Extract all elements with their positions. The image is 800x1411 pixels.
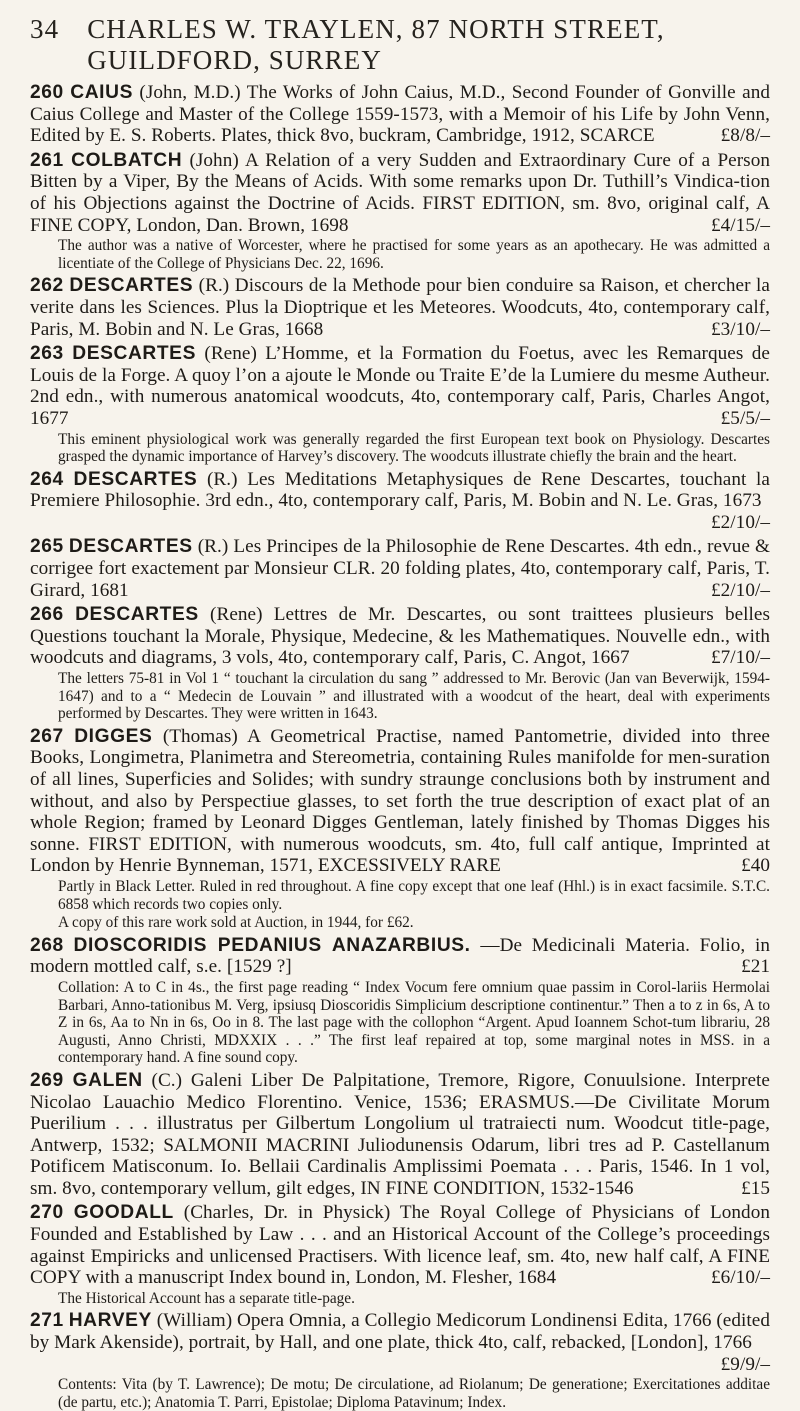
entry-author: DESCARTES bbox=[75, 604, 199, 626]
entry-description bbox=[30, 150, 770, 236]
entry-note: Partly in Black Letter. Ruled in red throughout. A fine copy except that one leaf (Hhl.) is in exact facsimile. S.T.C. 6858 which records two copies only. bbox=[58, 877, 770, 913]
lot-number: 264 bbox=[30, 468, 64, 490]
lot-number: 262 bbox=[30, 275, 64, 297]
entry-description bbox=[30, 275, 770, 340]
lot-number: 260 bbox=[30, 82, 64, 103]
entry-note: Contents: Vita (by T. Lawrence); De motu; De circulatione, ad Riolanum; De generatione; Exercitationes additae (de partu, etc.); Anatomia T. Parri, Epistolae; Diploma Patavinum; Index. bbox=[58, 1376, 770, 1411]
entry-description bbox=[30, 1070, 770, 1200]
catalogue-entry bbox=[30, 275, 770, 340]
entry-author: DESCARTES bbox=[69, 275, 194, 297]
entry-price: £21 bbox=[741, 956, 770, 978]
entry-price: £40 bbox=[741, 855, 770, 877]
entry-body: (Rene) L’Homme, et la Formation du Foetus, avec les Remarques de Louis de la Forge. A quoy l’on a ajoute le Monde ou Traite E’de la Lumiere du mesme Autheur. 2nd edn., with numerous anatomical woodcuts, 4to, contemporary calf, Paris, Charles Angot, 1677 bbox=[30, 343, 770, 429]
catalogue-entry bbox=[30, 150, 770, 273]
entry-description bbox=[30, 1202, 770, 1288]
catalogue-entry bbox=[30, 935, 770, 1067]
entry-author: COLBATCH bbox=[71, 149, 183, 171]
entry-body: (R.) Discours de la Methode pour bien conduire sa Raison, et chercher la verite dans les Sciences. Plus la Dioptrique et les Meteores. Woodcuts, 4to, contemporary calf, Paris, M. Bobin and N. Le Gras, 1668 bbox=[30, 275, 770, 340]
catalogue-entry bbox=[30, 82, 770, 147]
entry-note: Collation: A to C in 4s., the first page reading “ Index Vocum fere omnium quae passim in Corol-lariis Hermolai Barbari, Anno-tationibus M. Verg, ipsiusq Dioscoridis Simplicium descriptione continentur.” Then a to z in 6s, A to Z in 6s, Aa to Nn in 6s, Oo in 8. The last page with the collophon “Argent. Apud Ioannem Schot-tum librariu, 28 Augusti, Anno Christi, MDXXIX . . .” The first leaf repaired at top, some marginal notes in MSS. in a contemporary hand. A fine sound copy. bbox=[58, 978, 770, 1067]
entry-price: £8/8/– bbox=[720, 125, 770, 147]
entry-description bbox=[30, 935, 770, 978]
entry-author: DESCARTES bbox=[68, 536, 193, 558]
catalogue-entry bbox=[30, 1310, 770, 1411]
entry-price: £3/10/– bbox=[711, 318, 770, 340]
catalogue-entry bbox=[30, 343, 770, 466]
entry-author: DIGGES bbox=[74, 725, 153, 747]
entry-author: CAIUS bbox=[70, 82, 133, 103]
entry-price: £5/5/– bbox=[720, 407, 770, 429]
catalogue-entry bbox=[30, 1202, 770, 1307]
entry-description bbox=[30, 469, 770, 534]
entry-body: (R.) Les Meditations Metaphysiques de Rene Descartes, touchant la Premiere Philosophie. 3rd edn., 4to, contemporary calf, Paris, M. Bobin and N. Le. Gras, 1673 bbox=[30, 468, 770, 512]
entry-body: —De Medicinali Materia. Folio, in modern mottled calf, s.e. [1529 ?] bbox=[30, 934, 771, 978]
entry-list bbox=[30, 82, 770, 1411]
entry-price: £7/10/– bbox=[711, 647, 770, 669]
entry-note: The letters 75-81 in Vol 1 “ touchant la circulation du sang ” addressed to Mr. Berovic (Jan van Beverwijk, 1594-1647) and to a “ Medecin de Louvain ” and illustrated with a woodcut of the heart, deal with experiments performed by Descartes. They were written in 1643. bbox=[58, 670, 770, 723]
lot-number: 270 bbox=[30, 1202, 64, 1224]
entry-price: £2/10/– bbox=[711, 511, 770, 533]
page-number: 34 bbox=[30, 14, 60, 44]
entry-description bbox=[30, 343, 770, 429]
entry-author: DIOSCORIDIS PEDANIUS ANAZARBIUS. bbox=[73, 934, 471, 956]
entry-author: HARVEY bbox=[68, 1310, 152, 1332]
lot-number: 263 bbox=[30, 343, 64, 365]
lot-number: 269 bbox=[30, 1069, 64, 1091]
entry-price: £15 bbox=[741, 1177, 770, 1199]
catalogue-entry bbox=[30, 469, 770, 534]
entry-body: (C.) Galeni Liber De Palpitatione, Tremore, Rigore, Conuulsione. Interprete Nicolao Lauachio Medico Florentino. Venice, 1536; ERASMUS.—De Civilitate Morum Puerilium . . . illustratus per Gilbertum Longolium ul tratraiecti num. Woodcut title-page, Antwerp, 1532; SALMONII MACRINI Juliodunensis Odarum, libri tres ad P. Castellanum Potificem Matisconum. Io. Bellaii Cardinalis Amplissimi Poemata . . . Paris, 1546. In 1 vol, sm. 8vo, contemporary vellum, gilt edges, IN FINE CONDITION, 1532-1546 bbox=[30, 1069, 770, 1199]
entry-description bbox=[30, 1310, 770, 1375]
entry-body: (Rene) Lettres de Mr. Descartes, ou sont traittees plusieurs belles Questions touchant la Morale, Physique, Medecine, & les Mathematiques. Nouvelle edn., with woodcuts and diagrams, 3 vols, 4to, contemporary calf, Paris, C. Angot, 1667 bbox=[30, 604, 771, 669]
entry-body: (John) A Relation of a very Sudden and Extraordinary Cure of a Person Bitten by a Viper, By the Means of Acids. With some remarks upon Dr. Tuthill’s Vindica-tion of his Objections against the Doctrine of Acids. FIRST EDITION, sm. 8vo, original calf, A FINE COPY, London, Dan. Brown, 1698 bbox=[30, 149, 770, 236]
lot-number: 271 bbox=[30, 1310, 64, 1332]
entry-note: A copy of this rare work sold at Auction, in 1944, for £62. bbox=[58, 914, 414, 932]
page-header bbox=[30, 14, 770, 76]
catalogue-entry bbox=[30, 1070, 770, 1200]
running-title: CHARLES W. TRAYLEN, 87 NORTH STREET, GUILDFORD, SURREY bbox=[87, 14, 665, 75]
entry-price: £4/15/– bbox=[711, 214, 770, 236]
entry-body: (William) Opera Omnia, a Collegio Medicorum Londinensi Edita, 1766 (edited by Mark Akenside), portrait, by Hall, and one plate, thick 4to, calf, rebacked, [London], 1766 bbox=[30, 1310, 770, 1354]
lot-number: 265 bbox=[30, 536, 64, 558]
entry-body: (R.) Les Principes de la Philosophie de Rene Descartes. 4th edn., revue & corrigee fort exactement par Monsieur CLR. 20 folding plates, 4to, contemporary calf, Paris, T. Girard, 1681 bbox=[30, 536, 770, 601]
entry-description bbox=[30, 82, 770, 147]
entry-author: GOODALL bbox=[73, 1202, 174, 1224]
entry-description bbox=[30, 726, 770, 877]
entry-body: (John, M.D.) The Works of John Caius, M.D., Second Founder of Gonville and Caius College and Master of the College 1559-1573, with a Memoir of his Life by John Venn, Edited by E. S. Roberts. Plates, thick 8vo, buckram, Cambridge, 1912, SCARCE bbox=[30, 82, 770, 147]
entry-author: DESCARTES bbox=[73, 468, 198, 490]
entry-author: GALEN bbox=[72, 1069, 143, 1091]
entry-price: £6/10/– bbox=[711, 1267, 770, 1289]
entry-author: DESCARTES bbox=[72, 343, 196, 365]
catalogue-entry bbox=[30, 536, 770, 601]
entry-body: (Charles, Dr. in Physick) The Royal College of Physicians of London Founded and Established by Law . . . and an Historical Account of the College’s proceedings against Empiricks and unlicensed Practisers. With licence leaf, sm. 4to, new half calf, A FINE COPY with a manuscript Index bound in, London, M. Flesher, 1684 bbox=[30, 1202, 770, 1289]
entry-body: (Thomas) A Geometrical Practise, named Pantometrie, divided into three Books, Longimetra, Planimetra and Stereometria, containing Rules manifolde for men-suration of all lines, Superficies and Solides; with sundry straunge conclusions both by instrument and without, and also by Perspectiue glasses, to set forth the true description of exact plat of an whole Region; framed by Leonard Digges Gentleman, lately finished by Thomas Digges his sonne. FIRST EDITION, with numerous woodcuts, sm. 4to, full calf antique, Imprinted at London by Henrie Bynneman, 1571, EXCESSIVELY RARE bbox=[30, 725, 770, 877]
entry-note: The Historical Account has a separate title-page. bbox=[58, 1289, 355, 1307]
lot-number: 268 bbox=[30, 934, 64, 956]
entry-note: This eminent physiological work was generally regarded the first European text book on Physiology. Descartes grasped the dynamic importance of Harvey’s discovery. The woodcuts illustrate chiefly the brain and the heart. bbox=[58, 430, 770, 466]
entry-price: £9/9/– bbox=[720, 1353, 770, 1375]
entry-price: £2/10/– bbox=[711, 579, 770, 601]
lot-number: 261 bbox=[30, 149, 64, 171]
entry-description bbox=[30, 536, 770, 601]
lot-number: 266 bbox=[30, 604, 64, 626]
entry-note: The author was a native of Worcester, where he practised for some years as an apothecary. He was admitted a licentiate of the College of Physicians Dec. 22, 1696. bbox=[58, 237, 770, 272]
catalogue-entry bbox=[30, 726, 770, 932]
lot-number: 267 bbox=[30, 725, 64, 747]
catalogue-entry bbox=[30, 604, 770, 723]
entry-description bbox=[30, 604, 770, 669]
